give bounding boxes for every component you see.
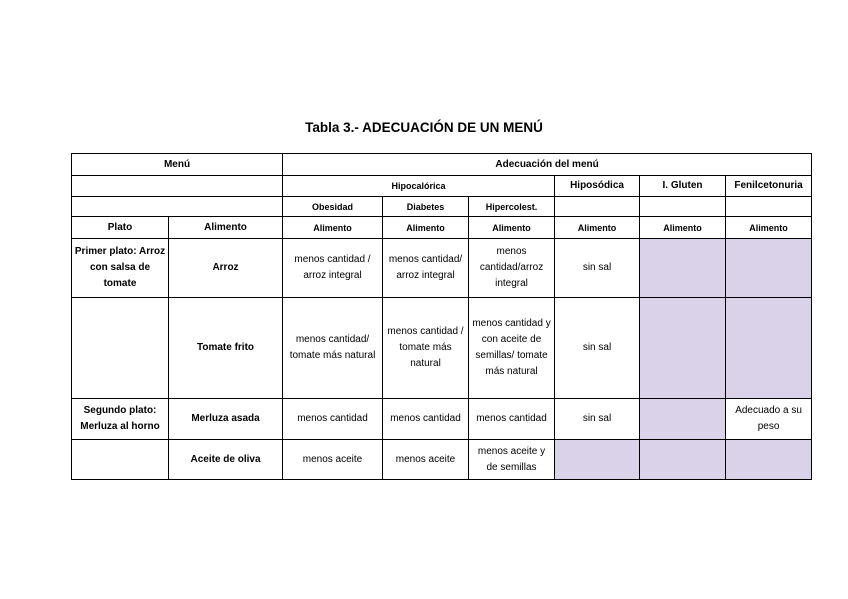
table-row: [72, 399, 812, 440]
cell-gluten: [640, 399, 726, 440]
cell-hipercolest: menos cantidad y con aceite de semillas/ tomate más natural: [469, 298, 555, 399]
header-hipocalorica: Hipocalórica: [283, 176, 555, 197]
cell-hipercolest: menos cantidad/arroz integral: [469, 239, 555, 298]
header-diabetes: Diabetes: [383, 197, 469, 217]
cell-diabetes: menos cantidad: [383, 399, 469, 440]
cell-obesidad: menos cantidad: [283, 399, 383, 440]
header-alimento-sub: Alimento: [283, 217, 383, 239]
cell-alimento: Tomate frito: [169, 298, 283, 399]
header-menu: Menú: [72, 154, 283, 176]
cell-gluten: [640, 440, 726, 480]
header-empty: [726, 197, 812, 217]
cell-obesidad: menos aceite: [283, 440, 383, 480]
cell-gluten: [640, 298, 726, 399]
header-alimento: Alimento: [169, 217, 283, 239]
cell-alimento: Arroz: [169, 239, 283, 298]
cell-plato: Segundo plato: Merluza al horno: [72, 399, 169, 440]
header-empty: [640, 197, 726, 217]
cell-alimento: Aceite de oliva: [169, 440, 283, 480]
cell-hiposodica: sin sal: [555, 399, 640, 440]
cell-obesidad: menos cantidad / arroz integral: [283, 239, 383, 298]
header-gluten: I. Gluten: [640, 176, 726, 197]
header-empty: [72, 176, 283, 197]
header-hipercolest: Hipercolest.: [469, 197, 555, 217]
cell-gluten: [640, 239, 726, 298]
cell-hiposodica: sin sal: [555, 298, 640, 399]
menu-adequacy-table: [71, 153, 812, 480]
header-hiposodica: Hiposódica: [555, 176, 640, 197]
table-row: [72, 298, 812, 399]
cell-alimento: Merluza asada: [169, 399, 283, 440]
header-adecuacion: Adecuación del menú: [283, 154, 812, 176]
cell-plato: [72, 440, 169, 480]
cell-fenil: [726, 239, 812, 298]
header-empty: [72, 197, 283, 217]
table-row: [72, 440, 812, 480]
header-alimento-sub: Alimento: [640, 217, 726, 239]
cell-obesidad: menos cantidad/ tomate más natural: [283, 298, 383, 399]
cell-diabetes: menos cantidad/ arroz integral: [383, 239, 469, 298]
header-obesidad: Obesidad: [283, 197, 383, 217]
cell-plato: Primer plato: Arroz con salsa de tomate: [72, 239, 169, 298]
cell-fenil: Adecuado a su peso: [726, 399, 812, 440]
cell-hipercolest: menos cantidad: [469, 399, 555, 440]
header-alimento-sub: Alimento: [726, 217, 812, 239]
header-fenil: Fenilcetonuria: [726, 176, 812, 197]
header-alimento-sub: Alimento: [469, 217, 555, 239]
cell-hiposodica: [555, 440, 640, 480]
cell-fenil: [726, 298, 812, 399]
cell-diabetes: menos cantidad / tomate más natural: [383, 298, 469, 399]
header-plato: Plato: [72, 217, 169, 239]
cell-hipercolest: menos aceite y de semillas: [469, 440, 555, 480]
header-alimento-sub: Alimento: [383, 217, 469, 239]
table-row: [72, 239, 812, 298]
cell-fenil: [726, 440, 812, 480]
table-title: Tabla 3.- ADECUACIÓN DE UN MENÚ: [305, 120, 543, 135]
cell-hiposodica: sin sal: [555, 239, 640, 298]
cell-diabetes: menos aceite: [383, 440, 469, 480]
cell-plato: [72, 298, 169, 399]
header-empty: [555, 197, 640, 217]
header-alimento-sub: Alimento: [555, 217, 640, 239]
